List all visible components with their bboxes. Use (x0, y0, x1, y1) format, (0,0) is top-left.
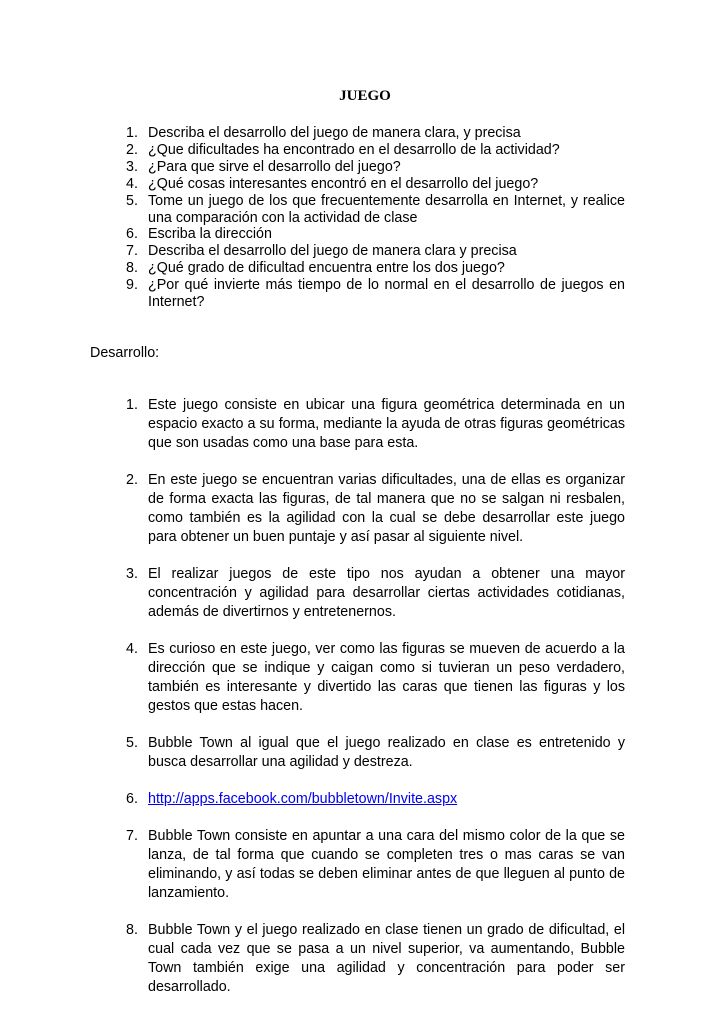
list-text: Escriba la dirección (148, 226, 272, 243)
list-number: 6. (126, 226, 138, 243)
list-text: Es curioso en este juego, ver como las figuras se mueven de acuerdo a la dirección que se indique y caigan como si tuvieran un peso verdadero, también es interesante y divertido las caras que tienen las figuras y los gestos que estas hacen. (148, 641, 625, 714)
list-text: En este juego se encuentran varias dificultades, una de ellas es organizar de forma exacta las figuras, de tal manera que no se salgan ni resbalen, como también es la agilidad con la cual se debe desarrollar este juego para obtener un buen puntaje y así pasar al siguiente nivel. (148, 472, 625, 545)
list-item (120, 243, 625, 260)
list-item (120, 471, 625, 547)
list-text: Describa el desarrollo del juego de manera clara, y precisa (148, 125, 521, 141)
list-item (120, 142, 625, 159)
list-number: 7. (126, 828, 138, 844)
answer-list (120, 396, 625, 1015)
list-item (120, 277, 625, 311)
section-label: Desarrollo: (90, 345, 160, 361)
list-number: 2. (126, 141, 138, 158)
list-number: 6. (126, 791, 138, 807)
list-item (120, 176, 625, 193)
list-item (120, 226, 625, 243)
list-number: 1. (126, 125, 138, 141)
list-number: 4. (126, 175, 138, 192)
list-text: El realizar juegos de este tipo nos ayudan a obtener una mayor concentración y agilidad para desarrollar ciertas actividades cotidianas, además de divertirnos y entretenernos. (148, 566, 625, 620)
list-text: Bubble Town consiste en apuntar a una cara del mismo color de la que se lanza, de tal forma que cuando se completen tres o mas caras se van eliminando, y así todas se deben eliminar antes de que lleguen al punto de lanzamiento. (148, 828, 625, 901)
list-text: Describa el desarrollo del juego de manera clara y precisa (148, 243, 517, 260)
list-text: Bubble Town al igual que el juego realizado en clase es entretenido y busca desarrollar una agilidad y destreza. (148, 735, 625, 770)
list-item (120, 193, 625, 227)
list-number: 8. (126, 922, 138, 938)
list-number: 9. (126, 277, 138, 294)
list-text: Este juego consiste en ubicar una figura geométrica determinada en un espacio exacto a su forma, mediante la ayuda de otras figuras geométricas que son usadas como una base para esta. (148, 397, 625, 451)
list-item (120, 565, 625, 622)
list-text: ¿Para que sirve el desarrollo del juego? (148, 158, 401, 175)
list-text: Bubble Town y el juego realizado en clase tienen un grado de dificultad, el cual cada vez que se pasa a un nivel superior, va aumentando, Bubble Town también exige una agilidad y concentración para poder ser desarrollado. (148, 922, 625, 995)
list-number: 1. (126, 397, 138, 413)
list-text: ¿Que dificultades ha encontrado en el desarrollo de la actividad? (148, 141, 560, 158)
list-item (120, 734, 625, 772)
list-item (120, 790, 625, 809)
list-item (120, 260, 625, 277)
list-text: Tome un juego de los que frecuentemente desarrolla en Internet, y realice una comparación con la actividad de clase (148, 192, 625, 226)
list-number: 5. (126, 192, 138, 209)
list-number: 4. (126, 641, 138, 657)
list-text: ¿Por qué invierte más tiempo de lo normal en el desarrollo de juegos en Internet? (148, 277, 625, 311)
list-number: 3. (126, 566, 138, 582)
list-number: 7. (126, 243, 138, 260)
question-list (120, 125, 625, 311)
list-text: ¿Qué cosas interesantes encontró en el desarrollo del juego? (148, 175, 539, 192)
list-item (120, 827, 625, 903)
list-item (120, 396, 625, 453)
document-title: JUEGO (339, 88, 391, 104)
list-number: 3. (126, 158, 138, 175)
list-item (120, 159, 625, 176)
list-item (120, 921, 625, 997)
list-number: 5. (126, 735, 138, 751)
bubbletown-link[interactable]: http://apps.facebook.com/bubbletown/Invite.aspx (148, 791, 458, 807)
list-number: 8. (126, 260, 138, 277)
list-item (120, 640, 625, 716)
list-text: ¿Qué grado de dificultad encuentra entre los dos juego? (148, 260, 505, 277)
list-item (120, 125, 625, 142)
list-number: 2. (126, 472, 138, 488)
